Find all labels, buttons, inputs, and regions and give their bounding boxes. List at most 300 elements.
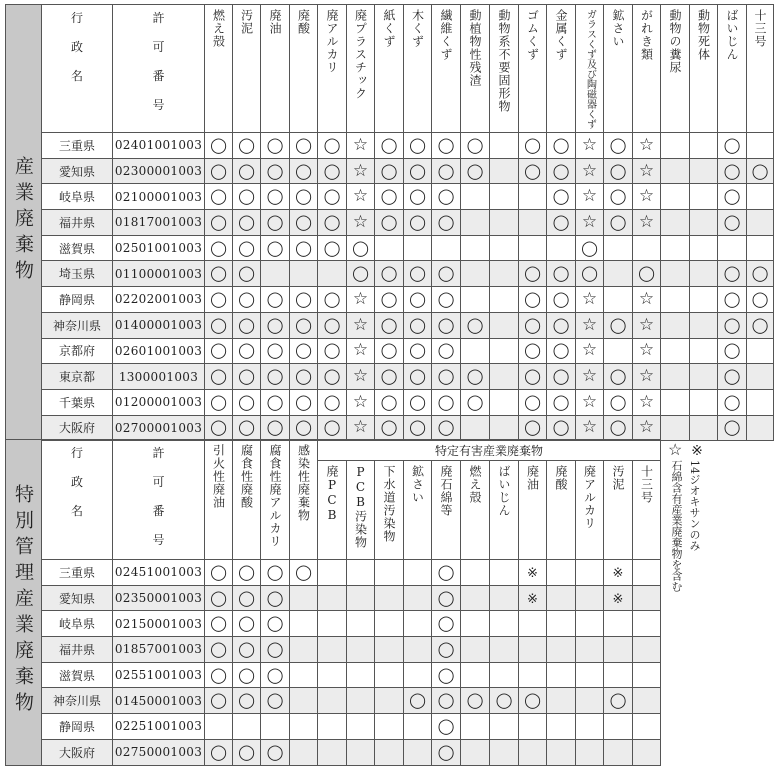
column-header-text: 廃酸 <box>296 9 311 35</box>
column-header <box>690 5 718 133</box>
sub-column-header-text: 廃石綿等 <box>439 465 453 517</box>
license-number: 01100001003 <box>114 266 203 281</box>
mark-cell <box>318 133 347 159</box>
license-number: 01817001003 <box>114 215 203 230</box>
mark-cell <box>661 210 690 236</box>
circle-mark <box>238 666 255 684</box>
column-header-text: ガラスくず及び陶磁器くず <box>584 9 596 129</box>
circle-mark <box>409 290 426 308</box>
mark-cell <box>375 287 404 313</box>
sub-column-header-text: 燃え殻 <box>468 465 482 504</box>
column-header-text: 繊維くず <box>439 9 453 61</box>
mark-cell <box>318 235 347 261</box>
mark-cell <box>547 133 576 159</box>
header-row <box>6 440 661 461</box>
sub-column-header <box>604 461 633 560</box>
prefecture-header-stack <box>42 444 112 519</box>
prefecture-cell <box>42 261 113 287</box>
mark-cell <box>633 133 661 159</box>
mark-cell <box>604 235 633 261</box>
license-cell <box>113 560 205 586</box>
mark-cell <box>290 739 318 765</box>
mark-cell <box>576 714 604 740</box>
circle-mark <box>409 341 426 359</box>
column-header-text: ばいじん <box>725 9 739 61</box>
mark-cell <box>633 611 661 637</box>
column-header <box>233 5 261 133</box>
mark-cell <box>519 389 547 415</box>
mark-cell <box>432 560 461 586</box>
mark-cell <box>318 184 347 210</box>
circle-mark <box>581 239 598 257</box>
prefecture-cell <box>42 158 113 184</box>
star-mark <box>582 213 597 231</box>
circle-mark <box>210 393 227 411</box>
mark-cell <box>290 560 318 586</box>
mark-cell <box>519 714 547 740</box>
license-number: 02551001003 <box>114 668 203 683</box>
circle-mark <box>524 162 541 180</box>
mark-cell <box>261 389 290 415</box>
circle-mark <box>352 239 369 257</box>
mark-cell <box>205 739 233 765</box>
circle-mark <box>381 187 398 205</box>
mark-cell <box>375 637 404 663</box>
mark-cell <box>490 133 519 159</box>
sub-column-header-text: 廃油 <box>525 465 540 491</box>
license-cell <box>113 338 205 364</box>
mark-cell <box>519 184 547 210</box>
prefecture-header <box>42 440 113 560</box>
mark-cell <box>747 415 774 441</box>
circle-mark <box>267 316 284 334</box>
mark-cell <box>604 662 633 688</box>
circle-mark <box>238 393 255 411</box>
mark-cell <box>318 688 347 714</box>
circle-mark <box>553 213 570 231</box>
circle-mark <box>295 290 312 308</box>
license-header-char: 許 <box>152 446 165 460</box>
mark-cell <box>461 560 490 586</box>
mark-cell <box>547 714 576 740</box>
license-cell <box>113 133 205 159</box>
circle-mark <box>210 418 227 436</box>
legend <box>668 440 778 610</box>
mark-cell <box>432 364 461 390</box>
mark-cell <box>318 261 347 287</box>
mark-cell <box>261 312 290 338</box>
mark-cell <box>747 235 774 261</box>
mark-cell <box>205 611 233 637</box>
license-number: 02350001003 <box>114 591 203 606</box>
mark-cell <box>576 637 604 663</box>
circle-mark <box>238 341 255 359</box>
column-header-text: 木くず <box>410 9 425 48</box>
star-mark <box>353 136 368 154</box>
mark-cell <box>290 585 318 611</box>
circle-mark <box>267 136 284 154</box>
mark-cell <box>404 585 432 611</box>
circle-mark <box>267 393 284 411</box>
mark-cell <box>233 585 261 611</box>
circle-mark <box>381 264 398 282</box>
mark-cell <box>432 637 461 663</box>
mark-cell <box>261 287 290 313</box>
table-row <box>6 739 661 765</box>
group-header <box>318 440 661 461</box>
column-header-text: 腐食性廃酸 <box>239 444 254 509</box>
mark-cell <box>461 287 490 313</box>
mark-cell <box>604 389 633 415</box>
circle-mark <box>724 316 741 334</box>
mark-cell <box>547 560 576 586</box>
circle-mark <box>553 418 570 436</box>
mark-cell <box>432 688 461 714</box>
mark-cell <box>519 560 547 586</box>
mark-cell <box>718 158 747 184</box>
star-mark <box>353 162 368 180</box>
circle-mark <box>438 187 455 205</box>
mark-cell <box>432 184 461 210</box>
mark-cell <box>205 714 233 740</box>
sub-column-header-text: 廃酸 <box>554 465 568 491</box>
license-cell <box>113 235 205 261</box>
circle-mark <box>381 418 398 436</box>
table-row <box>6 662 661 688</box>
license-cell <box>113 714 205 740</box>
mark-cell <box>633 158 661 184</box>
circle-mark <box>409 393 426 411</box>
circle-mark <box>295 239 312 257</box>
column-header <box>375 5 404 133</box>
mark-cell <box>261 637 290 663</box>
star-mark <box>639 187 654 205</box>
column-header <box>519 5 547 133</box>
mark-cell <box>261 688 290 714</box>
mark-cell <box>318 415 347 441</box>
circle-mark <box>553 162 570 180</box>
circle-mark <box>553 187 570 205</box>
circle-mark <box>324 367 341 385</box>
prefecture-cell <box>42 312 113 338</box>
column-header <box>205 5 233 133</box>
mark-cell <box>461 415 490 441</box>
prefecture-name: 愛知県 <box>58 164 95 179</box>
mark-cell <box>432 312 461 338</box>
circle-mark <box>324 136 341 154</box>
mark-cell <box>461 184 490 210</box>
mark-cell <box>461 364 490 390</box>
mark-cell <box>519 739 547 765</box>
mark-cell <box>519 611 547 637</box>
license-number: 02300001003 <box>114 164 203 179</box>
circle-mark <box>295 316 312 334</box>
mark-cell <box>205 184 233 210</box>
mark-cell <box>404 637 432 663</box>
sub-column-header <box>461 461 490 560</box>
mark-cell <box>633 389 661 415</box>
mark-cell <box>690 261 718 287</box>
mark-cell <box>576 364 604 390</box>
circle-mark <box>610 367 627 385</box>
mark-cell <box>233 688 261 714</box>
prefecture-header-stack <box>42 9 112 84</box>
mark-cell <box>490 739 519 765</box>
column-header <box>661 5 690 133</box>
mark-cell <box>490 235 519 261</box>
mark-cell <box>547 662 576 688</box>
column-header-text: 感染性廃棄物 <box>296 444 311 522</box>
sub-column-header <box>519 461 547 560</box>
circle-mark <box>381 162 398 180</box>
mark-cell <box>233 560 261 586</box>
circle-mark <box>210 640 227 658</box>
circle-mark <box>381 136 398 154</box>
mark-cell <box>318 158 347 184</box>
circle-mark <box>210 187 227 205</box>
license-header-char: 号 <box>152 98 165 112</box>
mark-cell <box>347 210 375 236</box>
circle-mark <box>210 264 227 282</box>
license-header-stack <box>113 9 204 113</box>
mark-cell <box>347 184 375 210</box>
star-mark <box>639 393 654 411</box>
mark-cell <box>576 312 604 338</box>
circle-mark <box>553 341 570 359</box>
mark-cell <box>205 158 233 184</box>
prefecture-name: 三重県 <box>58 138 95 153</box>
mark-cell <box>233 210 261 236</box>
license-cell <box>113 611 205 637</box>
header-row <box>6 5 774 133</box>
star-mark <box>639 290 654 308</box>
prefecture-cell <box>42 688 113 714</box>
circle-mark <box>267 666 284 684</box>
sub-column-header <box>404 461 432 560</box>
mark-cell <box>375 611 404 637</box>
mark-cell <box>690 287 718 313</box>
star-mark <box>353 418 368 436</box>
mark-cell <box>261 415 290 441</box>
prefecture-name: 埼玉県 <box>58 267 95 282</box>
circle-mark <box>381 367 398 385</box>
mark-cell <box>432 261 461 287</box>
mark-cell <box>318 364 347 390</box>
mark-cell <box>318 585 347 611</box>
license-cell <box>113 637 205 663</box>
circle-mark <box>752 162 769 180</box>
mark-cell <box>375 184 404 210</box>
table-row <box>6 611 661 637</box>
prefecture-name: 神奈川県 <box>52 318 101 333</box>
mark-cell <box>261 184 290 210</box>
circle-mark <box>210 563 227 581</box>
legend-star-text: 石綿含有産業廃棄物を含む <box>670 460 683 592</box>
mark-cell <box>375 261 404 287</box>
circle-mark <box>267 691 284 709</box>
section-label-text: 特別管理産業廃棄物 <box>12 483 34 718</box>
mark-cell <box>375 739 404 765</box>
circle-mark <box>238 162 255 180</box>
mark-cell <box>747 287 774 313</box>
mark-cell <box>432 158 461 184</box>
mark-cell <box>290 184 318 210</box>
table-row <box>6 338 774 364</box>
table-row <box>6 688 661 714</box>
table-row <box>6 184 774 210</box>
special-waste-table <box>5 439 661 766</box>
table-row <box>6 560 661 586</box>
circle-mark <box>381 290 398 308</box>
mark-cell <box>290 287 318 313</box>
sub-column-header <box>490 461 519 560</box>
mark-cell <box>375 688 404 714</box>
mark-cell <box>718 415 747 441</box>
star-mark <box>639 213 654 231</box>
prefecture-cell <box>42 338 113 364</box>
mark-cell <box>347 287 375 313</box>
circle-mark <box>438 418 455 436</box>
mark-cell <box>375 714 404 740</box>
column-header-text: 腐食性廃アルカリ <box>268 444 282 548</box>
circle-mark <box>238 743 255 761</box>
mark-cell <box>205 210 233 236</box>
circle-mark <box>438 717 455 735</box>
mark-cell <box>375 585 404 611</box>
star-mark <box>582 316 597 334</box>
mark-cell <box>547 338 576 364</box>
mark-cell <box>461 133 490 159</box>
mark-cell <box>290 637 318 663</box>
mark-cell <box>347 158 375 184</box>
mark-cell <box>318 560 347 586</box>
mark-cell <box>461 261 490 287</box>
column-header <box>404 5 432 133</box>
table-row <box>6 235 774 261</box>
mark-cell <box>261 585 290 611</box>
mark-cell <box>461 688 490 714</box>
circle-mark <box>210 743 227 761</box>
mark-cell <box>519 261 547 287</box>
prefecture-header-char: 政 <box>70 40 83 54</box>
mark-cell <box>519 235 547 261</box>
mark-cell <box>205 287 233 313</box>
circle-mark <box>324 162 341 180</box>
circle-mark <box>752 290 769 308</box>
mark-cell <box>261 662 290 688</box>
circle-mark <box>724 213 741 231</box>
license-header-stack <box>113 444 204 548</box>
column-header <box>347 5 375 133</box>
circle-mark <box>409 213 426 231</box>
star-mark <box>639 162 654 180</box>
mark-cell <box>747 389 774 415</box>
mark-cell <box>519 585 547 611</box>
prefecture-header-char: 行 <box>70 11 83 25</box>
mark-cell <box>747 184 774 210</box>
mark-cell <box>490 364 519 390</box>
mark-cell <box>690 312 718 338</box>
circle-mark <box>610 187 627 205</box>
mark-cell <box>347 714 375 740</box>
mark-cell <box>205 560 233 586</box>
column-header <box>233 440 261 560</box>
circle-mark <box>352 264 369 282</box>
mark-cell <box>690 338 718 364</box>
mark-cell <box>661 261 690 287</box>
mark-cell <box>661 287 690 313</box>
mark-cell <box>690 210 718 236</box>
sub-column-header <box>547 461 576 560</box>
circle-mark <box>438 691 455 709</box>
mark-cell <box>318 287 347 313</box>
circle-mark <box>295 341 312 359</box>
circle-mark <box>438 341 455 359</box>
mark-cell <box>318 637 347 663</box>
table-row <box>6 714 661 740</box>
mark-cell <box>432 235 461 261</box>
mark-cell <box>490 714 519 740</box>
circle-mark <box>467 316 484 334</box>
column-header-text: 動物死体 <box>696 9 711 61</box>
mark-cell <box>347 637 375 663</box>
mark-cell <box>718 261 747 287</box>
mark-cell <box>290 389 318 415</box>
circle-mark <box>638 264 655 282</box>
star-mark <box>353 316 368 334</box>
mark-cell <box>576 184 604 210</box>
mark-cell <box>576 560 604 586</box>
mark-cell <box>547 261 576 287</box>
table-row <box>6 364 774 390</box>
mark-cell <box>461 637 490 663</box>
circle-mark <box>409 264 426 282</box>
mark-cell <box>718 184 747 210</box>
circle-mark <box>381 393 398 411</box>
mark-cell <box>547 184 576 210</box>
sub-column-header-text: 廃アルカリ <box>582 465 597 530</box>
mark-cell <box>432 662 461 688</box>
license-number: 01857001003 <box>114 642 203 657</box>
circle-mark <box>438 264 455 282</box>
prefecture-cell <box>42 637 113 663</box>
circle-mark <box>324 239 341 257</box>
mark-cell <box>604 287 633 313</box>
sub-column-header-text: ばいじん <box>497 465 511 517</box>
circle-mark <box>438 367 455 385</box>
prefecture-name: 千葉県 <box>58 395 95 410</box>
mark-cell <box>633 184 661 210</box>
prefecture-name: 岐阜県 <box>58 190 95 205</box>
circle-mark <box>610 418 627 436</box>
sub-column-header <box>375 461 404 560</box>
star-mark <box>582 341 597 359</box>
mark-cell <box>318 338 347 364</box>
circle-mark <box>610 162 627 180</box>
note-mark <box>527 589 538 607</box>
prefecture-header-char: 名 <box>70 69 83 83</box>
mark-cell <box>576 158 604 184</box>
mark-cell <box>347 611 375 637</box>
mark-cell <box>318 611 347 637</box>
mark-cell <box>718 235 747 261</box>
prefecture-header-char: 政 <box>70 475 83 489</box>
circle-mark <box>438 316 455 334</box>
mark-cell <box>290 415 318 441</box>
circle-mark <box>438 393 455 411</box>
circle-mark <box>724 136 741 154</box>
circle-mark <box>295 162 312 180</box>
